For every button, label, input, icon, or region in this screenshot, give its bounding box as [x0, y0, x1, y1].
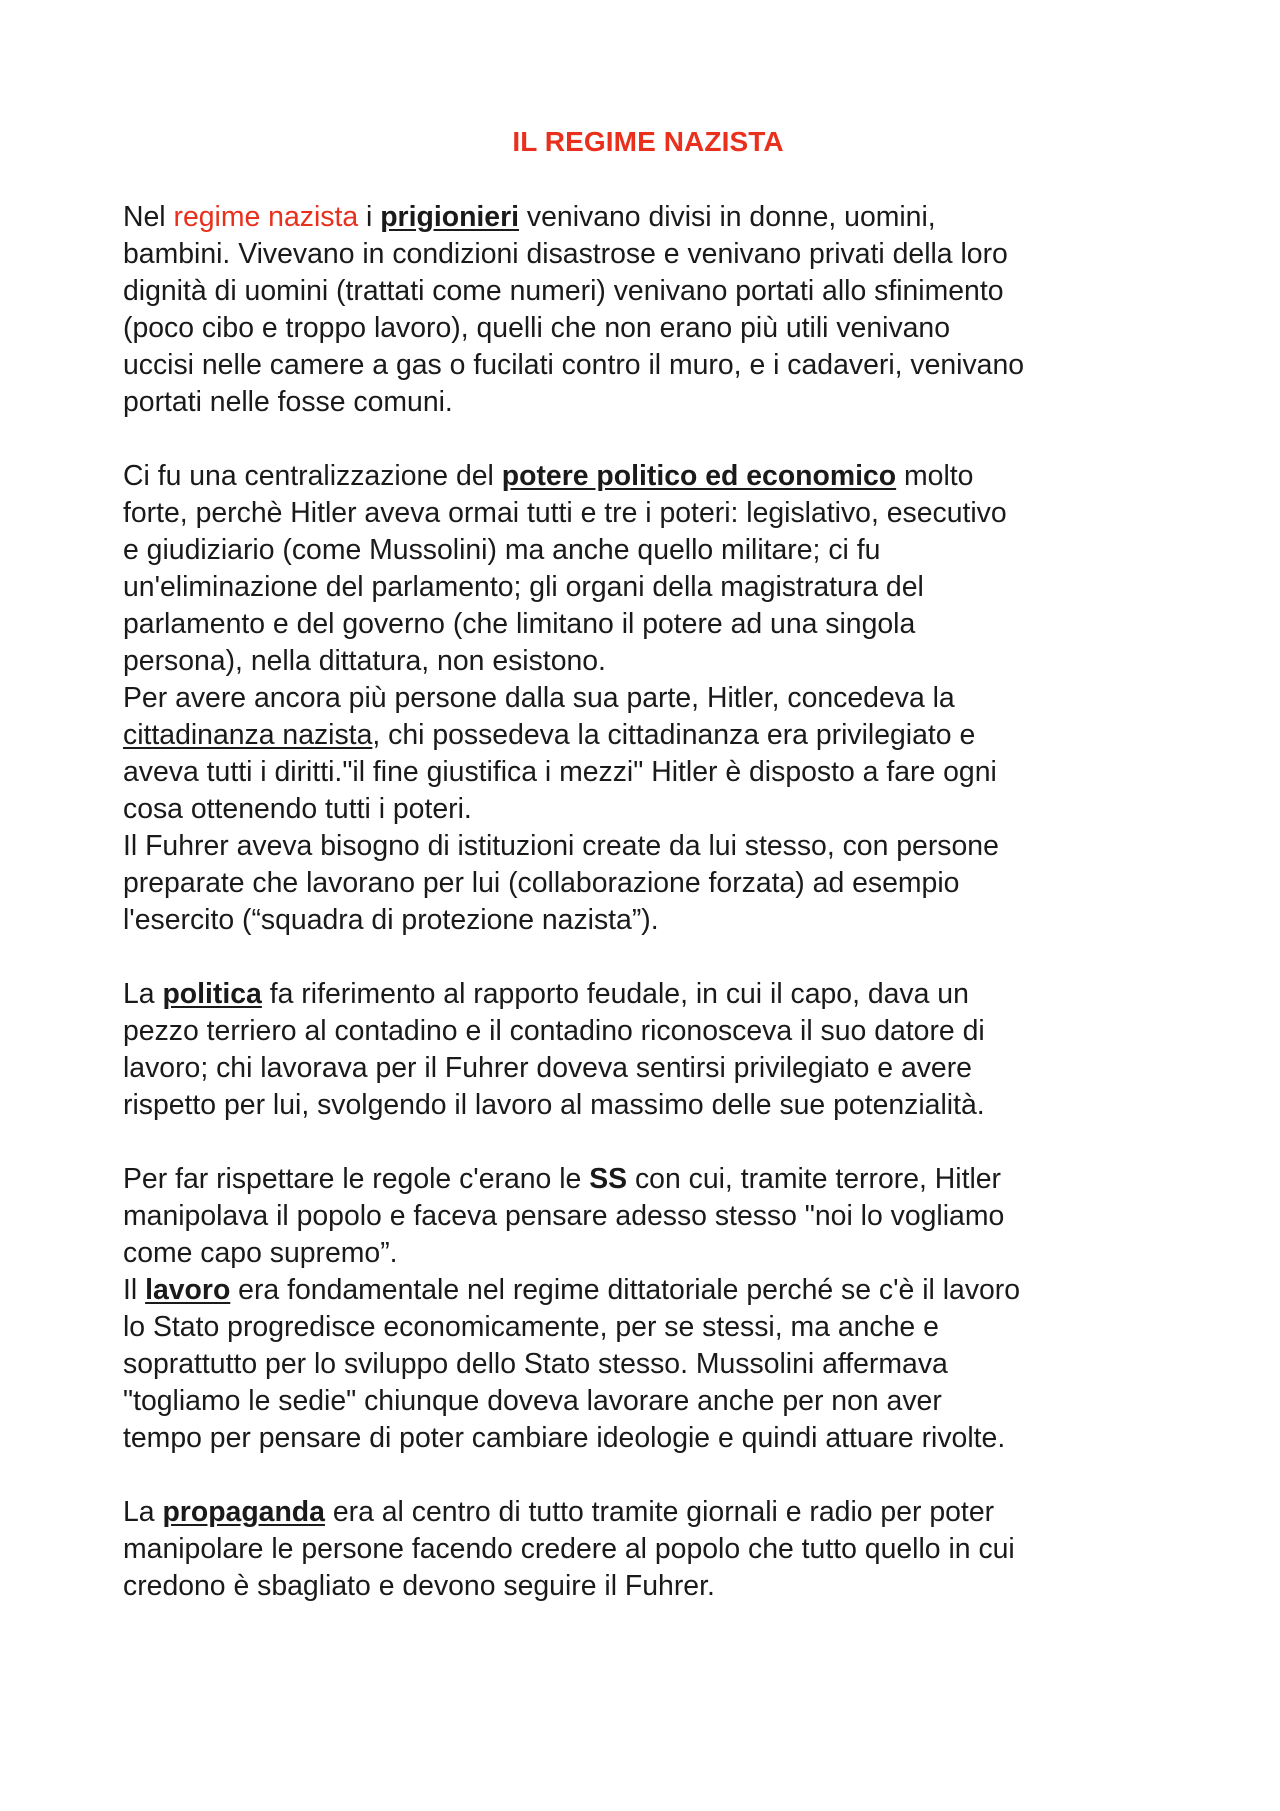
text-segment: preparate che lavorano per lui (collaborazione forzata) ad esempio [123, 867, 960, 899]
text-segment: Il [123, 1274, 146, 1306]
text-line [123, 1087, 1173, 1124]
text-segment: "togliamo le sedie" chiunque doveva lavorare anche per non aver [123, 1385, 942, 1417]
document-body [123, 199, 1173, 1605]
text-segment: , chi possedeva la cittadinanza era privilegiato e [372, 719, 976, 751]
text-line [123, 1235, 1173, 1272]
text-line [123, 754, 1173, 791]
emphasis-text: propaganda [162, 1496, 325, 1528]
text-line [123, 347, 1173, 384]
text-line [123, 384, 1173, 421]
document-title: IL REGIME NAZISTA [512, 126, 784, 157]
text-segment: molto [896, 460, 974, 492]
text-line [123, 1050, 1173, 1087]
text-line [123, 1531, 1173, 1568]
text-segment: Nel [123, 201, 174, 233]
paragraph-gap [123, 1457, 1173, 1494]
paragraph [123, 199, 1173, 421]
text-line [123, 1161, 1173, 1198]
text-segment: venivano divisi in donne, uomini, [519, 201, 936, 233]
emphasis-text: prigionieri [380, 201, 520, 233]
paragraph-gap [123, 939, 1173, 976]
text-line [123, 1198, 1173, 1235]
text-segment: era fondamentale nel regime dittatoriale perché se c'è il lavoro [230, 1274, 1021, 1306]
text-segment: persona), nella dittatura, non esistono. [123, 645, 606, 677]
paragraph-gap [123, 1124, 1173, 1161]
emphasis-text: potere politico ed economico [501, 460, 897, 492]
paragraph-gap [123, 421, 1173, 458]
paragraph [123, 1494, 1173, 1605]
text-segment: soprattutto per lo sviluppo dello Stato stesso. Mussolini affermava [123, 1348, 948, 1380]
text-segment: aveva tutti i diritti."il fine giustifica i mezzi" Hitler è disposto a fare ogni [123, 756, 997, 788]
text-line [123, 273, 1173, 310]
text-segment: Il Fuhrer aveva bisogno di istituzioni create da lui stesso, con persone [123, 830, 999, 862]
emphasis-text: SS [589, 1163, 628, 1195]
text-line [123, 865, 1173, 902]
text-segment: era al centro di tutto tramite giornali e radio per poter [324, 1496, 995, 1528]
text-segment: (poco cibo e troppo lavoro), quelli che non erano più utili venivano [123, 312, 951, 344]
text-line [123, 680, 1173, 717]
text-line [123, 532, 1173, 569]
text-segment: Per avere ancora più persone dalla sua parte, Hitler, concedeva la [123, 682, 955, 714]
text-line [123, 902, 1173, 939]
text-line [123, 1568, 1173, 1605]
text-segment: rispetto per lui, svolgendo il lavoro al massimo delle sue potenzialità. [123, 1089, 985, 1121]
text-line [123, 1309, 1173, 1346]
text-line [123, 236, 1173, 273]
text-line [123, 1420, 1173, 1457]
text-line [123, 828, 1173, 865]
text-segment: tempo per pensare di poter cambiare ideologie e quindi attuare rivolte. [123, 1422, 1006, 1454]
text-line [123, 606, 1173, 643]
paragraph [123, 976, 1173, 1124]
text-segment: bambini. Vivevano in condizioni disastrose e venivano privati della loro [123, 238, 1008, 270]
emphasis-text: cittadinanza nazista [123, 719, 373, 751]
text-segment: La [123, 978, 163, 1010]
text-line [123, 1383, 1173, 1420]
text-segment: e giudiziario (come Mussolini) ma anche quello militare; ci fu [123, 534, 881, 566]
text-segment: forte, perchè Hitler aveva ormai tutti e tre i poteri: legislativo, esecutivo [123, 497, 1007, 529]
text-segment: uccisi nelle camere a gas o fucilati contro il muro, e i cadaveri, venivano [123, 349, 1025, 381]
text-segment: portati nelle fosse comuni. [123, 386, 453, 418]
text-segment: fa riferimento al rapporto feudale, in cui il capo, dava un [261, 978, 969, 1010]
text-segment: con cui, tramite terrore, Hitler [627, 1163, 1002, 1195]
text-segment: cosa ottenendo tutti i poteri. [123, 793, 472, 825]
text-segment: l'esercito (“squadra di protezione nazista”). [123, 904, 659, 936]
paragraph [123, 1161, 1173, 1457]
text-segment: pezzo terriero al contadino e il contadino riconosceva il suo datore di [123, 1015, 985, 1047]
text-segment: manipolava il popolo e faceva pensare adesso stesso "noi lo vogliamo [123, 1200, 1005, 1232]
text-line [123, 199, 1173, 236]
text-line [123, 569, 1173, 606]
text-line [123, 495, 1173, 532]
document-page [123, 125, 1173, 1605]
text-segment: parlamento e del governo (che limitano il potere ad una singola [123, 608, 916, 640]
text-line [123, 1494, 1173, 1531]
text-segment: La [123, 1496, 163, 1528]
text-line [123, 1272, 1173, 1309]
text-line [123, 1013, 1173, 1050]
text-line [123, 458, 1173, 495]
text-line [123, 791, 1173, 828]
text-segment: un'eliminazione del parlamento; gli organi della magistratura del [123, 571, 924, 603]
text-segment: i [358, 201, 381, 233]
text-line [123, 976, 1173, 1013]
text-segment: Ci fu una centralizzazione del [123, 460, 502, 492]
text-segment: dignità di uomini (trattati come numeri) venivano portati allo sfinimento [123, 275, 1004, 307]
text-segment: Per far rispettare le regole c'erano le [123, 1163, 590, 1195]
text-segment: credono è sbagliato e devono seguire il Fuhrer. [123, 1570, 715, 1602]
text-line [123, 1346, 1173, 1383]
text-line [123, 643, 1173, 680]
text-segment: lavoro; chi lavorava per il Fuhrer doveva sentirsi privilegiato e avere [123, 1052, 972, 1084]
text-line [123, 717, 1173, 754]
emphasis-text: politica [162, 978, 262, 1010]
text-line [123, 310, 1173, 347]
emphasis-text: regime nazista [173, 201, 359, 233]
text-segment: lo Stato progredisce economicamente, per se stessi, ma anche e [123, 1311, 939, 1343]
text-segment: manipolare le persone facendo credere al popolo che tutto quello in cui [123, 1533, 1015, 1565]
emphasis-text: lavoro [145, 1274, 231, 1306]
text-segment: come capo supremo”. [123, 1237, 398, 1269]
paragraph [123, 458, 1173, 939]
